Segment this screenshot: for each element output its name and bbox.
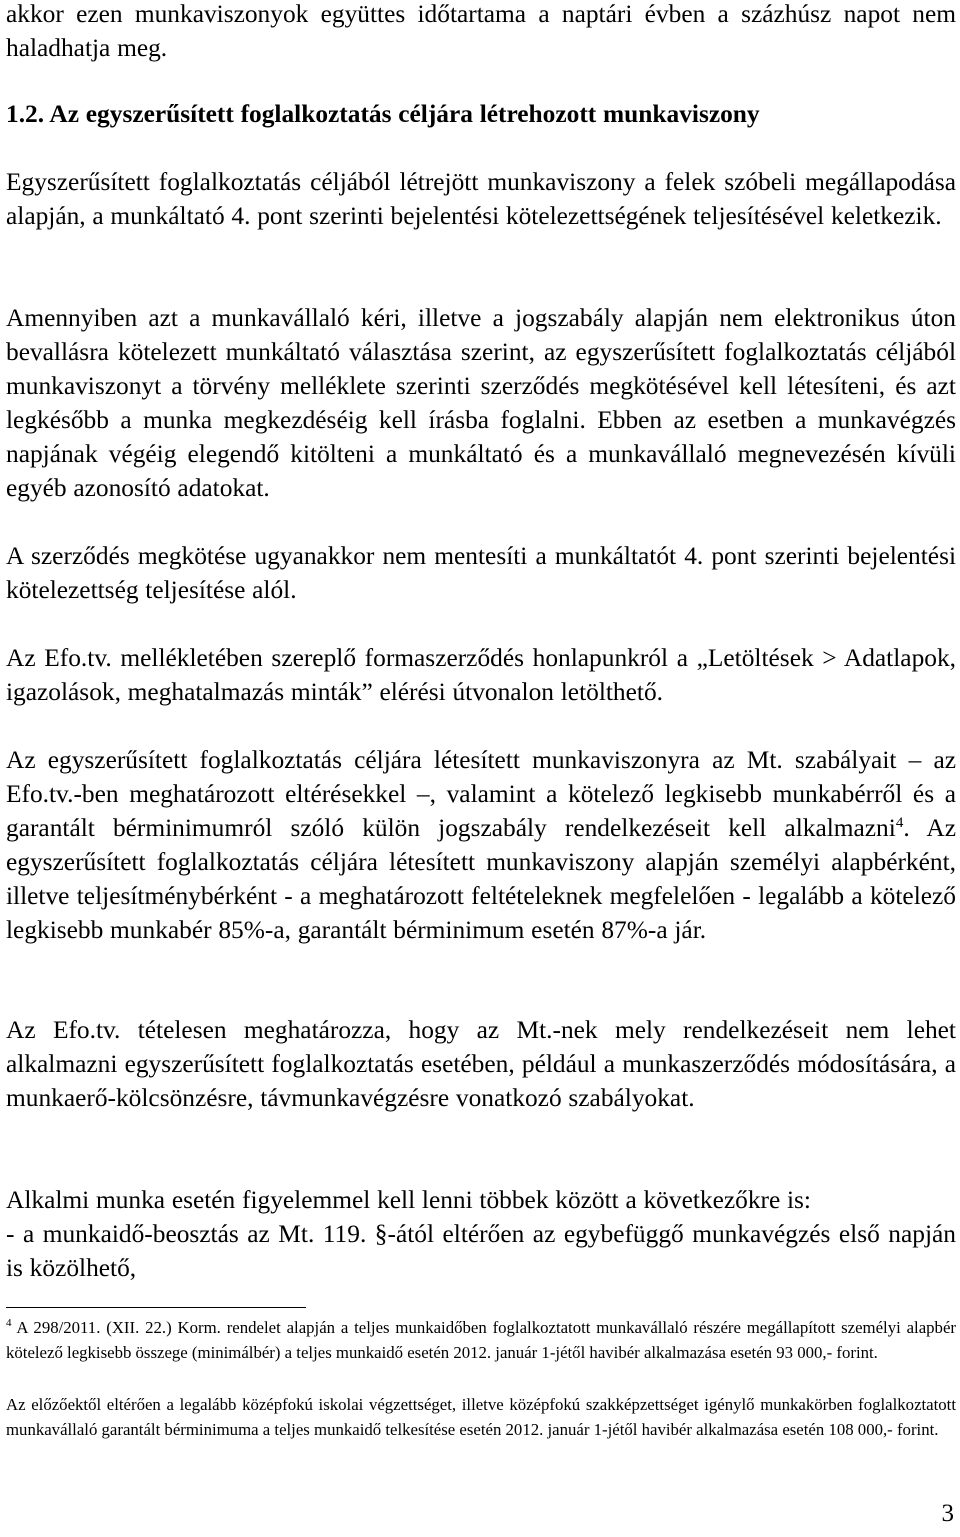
paragraph-written-contract: Amennyiben azt a munkavállaló kéri, illetve a jogszabály alapján nem elektronikus úton bevallásra kötelezett munkáltató választása szerint, az egyszerűsített foglalkoztatás céljából munkaviszonyt a törvény melléklete szerinti szerződés megkötésével kell létesíteni, és azt legkésőbb a munka megkezdéséig kell írásba foglalni. Ebben az esetben a munkavégzés napjának végéig elegendő kitölteni a munkáltató és a munkavállaló megnevezésén kívüli egyéb azonosító adatokat. xyxy=(6,304,956,502)
paragraph-reporting-obligation: A szerződés megkötése ugyanakkor nem mentesíti a munkáltatót 4. pont szerinti bejelentési kötelezettség teljesítése alól. xyxy=(6,542,956,604)
footnote-reference: 4 xyxy=(895,815,904,831)
list-item-schedule: - a munkaidő-beosztás az Mt. 119. §-ától eltérően az egybefüggő munkavégzés első napján is közölhető, xyxy=(6,1220,956,1282)
section-heading: 1.2. Az egyszerűsített foglalkoztatás céljára létrehozott munkaviszony xyxy=(6,100,760,128)
paragraph-form-download: Az Efo.tv. mellékletében szereplő formaszerződés honlapunkról a „Letöltések > Adatlapok, igazolások, meghatalmazás minták” elérési útvonalon letölthető. xyxy=(6,644,956,706)
page-number: 3 xyxy=(941,1500,954,1527)
paragraph-verbal-agreement: Egyszerűsített foglalkoztatás céljából létrejött munkaviszony a felek szóbeli megállapodása alapján, a munkáltató 4. pont szerinti bejelentési kötelezettségének teljesítésével keletkezik. xyxy=(6,168,956,230)
paragraph-excluded-provisions: Az Efo.tv. tételesen meghatározza, hogy az Mt.-nek mely rendelkezéseit nem lehet alkalmazni egyszerűsített foglalkoztatás esetében, például a munkaszerződés módosítására, a munkaerő-kölcsönzésre, távmunkavégzésre vonatkozó szabályokat. xyxy=(6,1016,956,1112)
footnote-minimum-wage xyxy=(6,1316,956,1365)
footnote-minimum-wage-text: A 298/2011. (XII. 22.) Korm. rendelet alapján a teljes munkaidőben foglalkoztatott munkavállaló részére megállapított személyi alapbér kötelező legkisebb összege (minimálbér) a teljes munkaidő esetén 2012. január 1-jétől havibér alkalmazása esetén 93 000,- forint. xyxy=(6,1318,956,1362)
footnote-guaranteed-minimum: Az előzőektől eltérően a legalább középfokú iskolai végzettséget, illetve középfokú szakképzettséget igénylő munkakörben foglalkoztatott munkavállaló garantált bérminimuma a teljes munkaidő telkesítése esetén 2012. január 1-jétől havibér alkalmazása esetén 108 000,- forint. xyxy=(6,1395,956,1439)
wage-rules-text-start: Az egyszerűsített foglalkoztatás céljára létesített munkaviszonyra az Mt. szabályait – az Efo.tv.-ben meghatározott eltérésekkel –, valamint a kötelező legkisebb munkabérről és a garantált bérminimumról szóló külön jogszabály rendelkezéseit kell alkalmazni xyxy=(6,746,956,842)
footnote-divider xyxy=(6,1307,306,1308)
wage-rules-text-end: . Az egyszerűsített foglalkoztatás céljára létesített munkaviszony alapján személyi alapbérként, illetve teljesítménybérként - a meghatározott feltételeknek megfelelően - legalább a kötelező legkisebb munkabér 85%-a, garantált bérminimum esetén 87%-a jár. xyxy=(6,814,956,944)
intro-paragraph: akkor ezen munkaviszonyok együttes időtartama a naptári évben a százhúsz napot nem haladhatja meg. xyxy=(6,0,956,62)
paragraph-casual-work: Alkalmi munka esetén figyelemmel kell lenni többek között a következőkre is: xyxy=(6,1186,811,1214)
paragraph-wage-rules xyxy=(6,743,956,947)
footnote-number: 4 xyxy=(6,1317,12,1329)
